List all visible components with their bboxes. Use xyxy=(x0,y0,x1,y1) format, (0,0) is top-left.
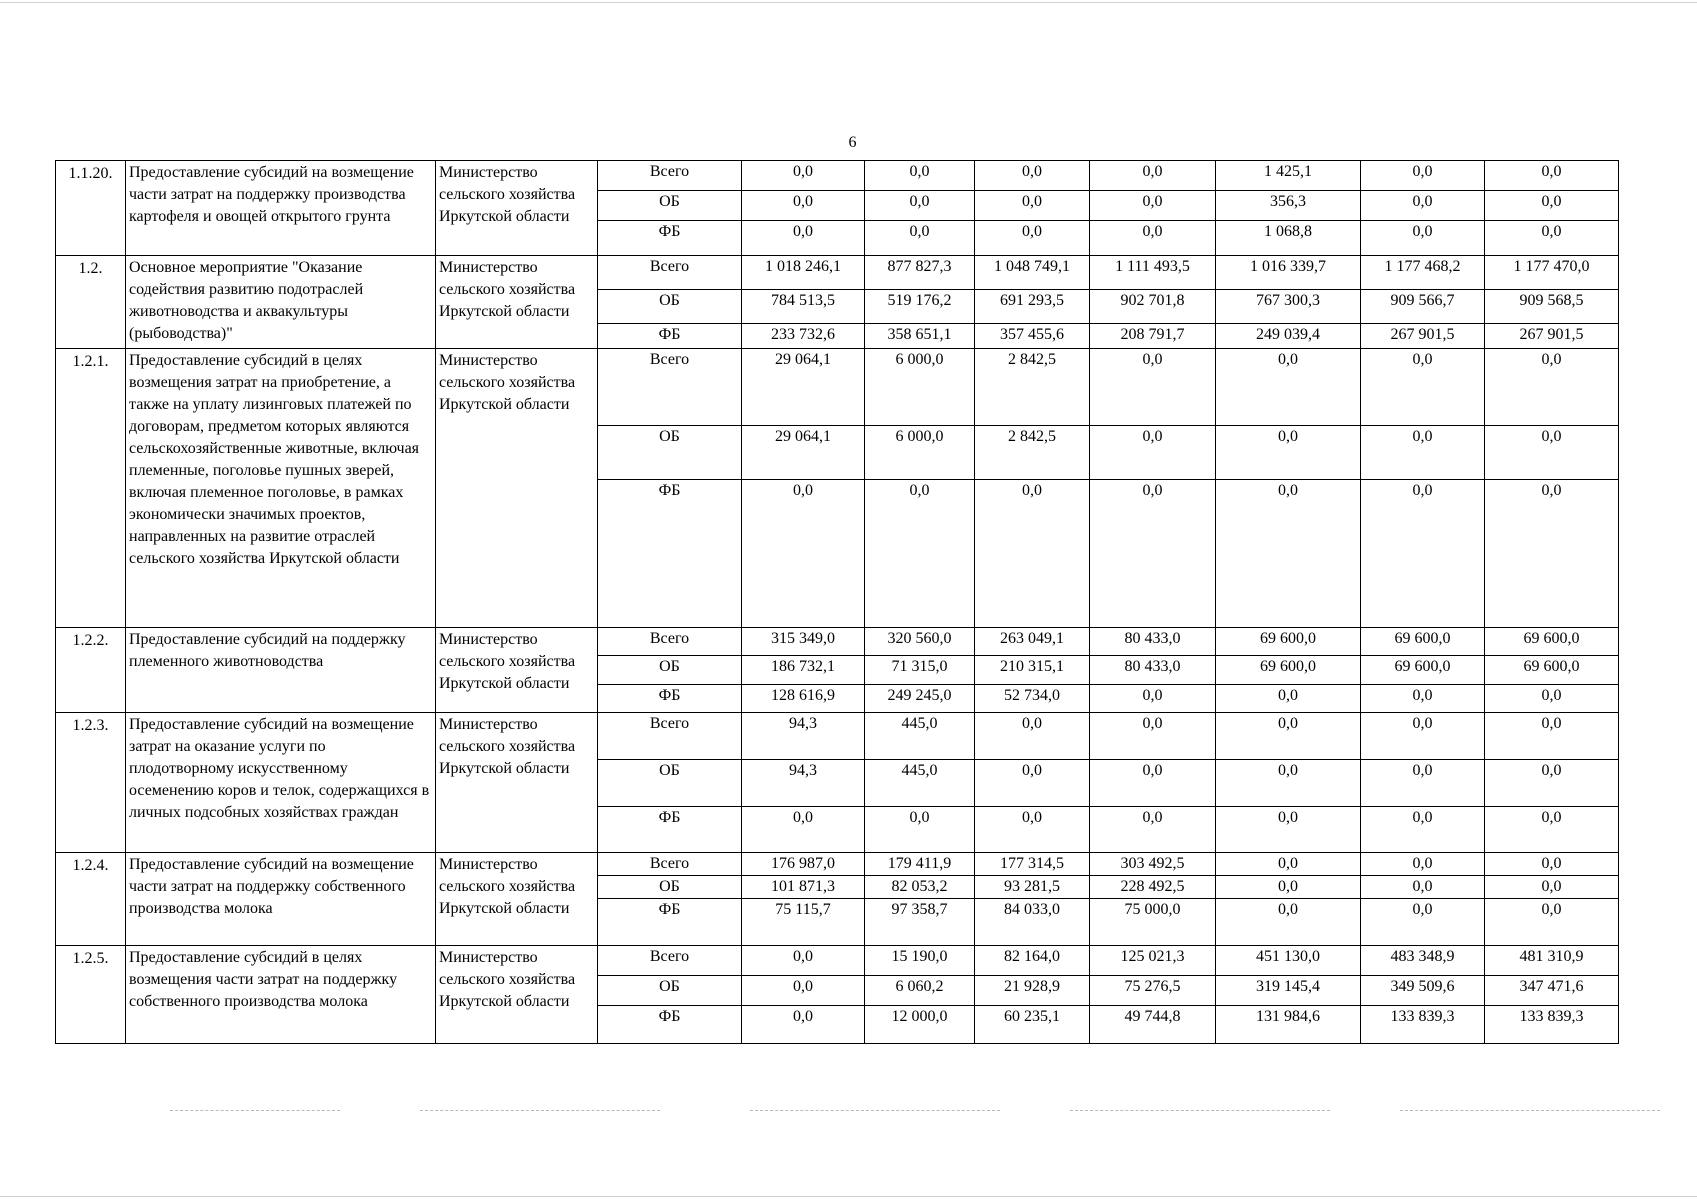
funding-source: ОБ xyxy=(598,976,742,1006)
amount-cell: 1 111 493,5 xyxy=(1090,256,1216,290)
amount-cell: 767 300,3 xyxy=(1216,290,1361,324)
amount-cell: 0,0 xyxy=(1361,161,1485,191)
item-number: 1.2.2. xyxy=(56,628,126,713)
amount-cell: 320 560,0 xyxy=(865,628,975,656)
amount-cell: 0,0 xyxy=(1216,480,1361,628)
amount-cell: 0,0 xyxy=(1485,899,1619,946)
scan-edge-top xyxy=(0,2,1697,3)
executor: Министерство сельского хозяйства Иркутской области xyxy=(436,628,598,713)
amount-cell: 0,0 xyxy=(1216,685,1361,713)
funding-source: ОБ xyxy=(598,656,742,685)
amount-cell: 0,0 xyxy=(742,1006,865,1044)
amount-cell: 0,0 xyxy=(1216,426,1361,480)
amount-cell: 82 053,2 xyxy=(865,876,975,899)
amount-cell: 0,0 xyxy=(1216,853,1361,876)
amount-cell: 210 315,1 xyxy=(975,656,1090,685)
amount-cell: 29 064,1 xyxy=(742,349,865,426)
amount-cell: 6 000,0 xyxy=(865,426,975,480)
amount-cell: 249 039,4 xyxy=(1216,324,1361,349)
amount-cell: 128 616,9 xyxy=(742,685,865,713)
amount-cell: 0,0 xyxy=(1485,685,1619,713)
funding-source: ФБ xyxy=(598,685,742,713)
executor: Министерство сельского хозяйства Иркутской области xyxy=(436,853,598,946)
amount-cell: 0,0 xyxy=(1485,349,1619,426)
amount-cell: 263 049,1 xyxy=(975,628,1090,656)
amount-cell: 0,0 xyxy=(975,760,1090,807)
amount-cell: 315 349,0 xyxy=(742,628,865,656)
amount-cell: 1 177 468,2 xyxy=(1361,256,1485,290)
amount-cell: 131 984,6 xyxy=(1216,1006,1361,1044)
funding-source: Всего xyxy=(598,628,742,656)
amount-cell: 0,0 xyxy=(975,221,1090,256)
amount-cell: 133 839,3 xyxy=(1485,1006,1619,1044)
funding-source: ОБ xyxy=(598,191,742,221)
item-name: Основное мероприятие "Оказание содействия развитию подотраслей животноводства и аквакультуры (рыбоводства)" xyxy=(126,256,436,349)
scan-edge-bottom xyxy=(0,1196,1697,1197)
amount-cell: 0,0 xyxy=(1090,191,1216,221)
amount-cell: 357 455,6 xyxy=(975,324,1090,349)
amount-cell: 519 176,2 xyxy=(865,290,975,324)
item-number: 1.2.3. xyxy=(56,713,126,853)
page-number: 6 xyxy=(848,134,857,151)
amount-cell: 0,0 xyxy=(1361,685,1485,713)
amount-cell: 208 791,7 xyxy=(1090,324,1216,349)
funding-source: ОБ xyxy=(598,290,742,324)
amount-cell: 877 827,3 xyxy=(865,256,975,290)
scan-artifact xyxy=(420,1110,660,1111)
item-name: Предоставление субсидий на возмещение затрат на оказание услуги по плодотворному искусственному осеменению коров и телок, содержащихся в личных подсобных хозяйствах граждан xyxy=(126,713,436,853)
amount-cell: 93 281,5 xyxy=(975,876,1090,899)
funding-source: ФБ xyxy=(598,480,742,628)
amount-cell: 1 177 470,0 xyxy=(1485,256,1619,290)
amount-cell: 0,0 xyxy=(1090,221,1216,256)
amount-cell: 0,0 xyxy=(1485,426,1619,480)
amount-cell: 0,0 xyxy=(975,480,1090,628)
amount-cell: 2 842,5 xyxy=(975,349,1090,426)
amount-cell: 84 033,0 xyxy=(975,899,1090,946)
amount-cell: 0,0 xyxy=(865,807,975,853)
item-name: Предоставление субсидий на возмещение части затрат на поддержку производства картофеля и овощей открытого грунта xyxy=(126,161,436,256)
amount-cell: 0,0 xyxy=(742,976,865,1006)
amount-cell: 0,0 xyxy=(865,480,975,628)
amount-cell: 0,0 xyxy=(1485,760,1619,807)
amount-cell: 69 600,0 xyxy=(1361,628,1485,656)
amount-cell: 267 901,5 xyxy=(1361,324,1485,349)
amount-cell: 15 190,0 xyxy=(865,946,975,976)
amount-cell: 0,0 xyxy=(1216,760,1361,807)
amount-cell: 29 064,1 xyxy=(742,426,865,480)
amount-cell: 179 411,9 xyxy=(865,853,975,876)
amount-cell: 69 600,0 xyxy=(1216,656,1361,685)
amount-cell: 177 314,5 xyxy=(975,853,1090,876)
amount-cell: 0,0 xyxy=(1216,713,1361,760)
amount-cell: 228 492,5 xyxy=(1090,876,1216,899)
amount-cell: 0,0 xyxy=(1485,807,1619,853)
amount-cell: 0,0 xyxy=(865,221,975,256)
executor: Министерство сельского хозяйства Иркутской области xyxy=(436,256,598,349)
amount-cell: 0,0 xyxy=(1361,876,1485,899)
amount-cell: 0,0 xyxy=(742,946,865,976)
amount-cell: 1 048 749,1 xyxy=(975,256,1090,290)
amount-cell: 2 842,5 xyxy=(975,426,1090,480)
funding-source: ОБ xyxy=(598,876,742,899)
amount-cell: 267 901,5 xyxy=(1485,324,1619,349)
amount-cell: 21 928,9 xyxy=(975,976,1090,1006)
amount-cell: 0,0 xyxy=(1216,807,1361,853)
amount-cell: 0,0 xyxy=(1485,191,1619,221)
amount-cell: 0,0 xyxy=(1485,876,1619,899)
amount-cell: 0,0 xyxy=(1361,760,1485,807)
amount-cell: 0,0 xyxy=(865,191,975,221)
amount-cell: 6 060,2 xyxy=(865,976,975,1006)
amount-cell: 0,0 xyxy=(1361,480,1485,628)
amount-cell: 0,0 xyxy=(975,713,1090,760)
amount-cell: 445,0 xyxy=(865,713,975,760)
amount-cell: 0,0 xyxy=(1361,191,1485,221)
funding-source: Всего xyxy=(598,713,742,760)
funding-source: ОБ xyxy=(598,760,742,807)
amount-cell: 1 016 339,7 xyxy=(1216,256,1361,290)
amount-cell: 133 839,3 xyxy=(1361,1006,1485,1044)
amount-cell: 75 276,5 xyxy=(1090,976,1216,1006)
funding-source: ФБ xyxy=(598,899,742,946)
amount-cell: 347 471,6 xyxy=(1485,976,1619,1006)
amount-cell: 97 358,7 xyxy=(865,899,975,946)
amount-cell: 303 492,5 xyxy=(1090,853,1216,876)
funding-source: ОБ xyxy=(598,426,742,480)
amount-cell: 0,0 xyxy=(975,191,1090,221)
amount-cell: 101 871,3 xyxy=(742,876,865,899)
amount-cell: 69 600,0 xyxy=(1361,656,1485,685)
amount-cell: 12 000,0 xyxy=(865,1006,975,1044)
amount-cell: 80 433,0 xyxy=(1090,656,1216,685)
amount-cell: 1 425,1 xyxy=(1216,161,1361,191)
funding-source: Всего xyxy=(598,946,742,976)
amount-cell: 319 145,4 xyxy=(1216,976,1361,1006)
amount-cell: 909 568,5 xyxy=(1485,290,1619,324)
table-row xyxy=(56,853,1619,876)
amount-cell: 0,0 xyxy=(1361,221,1485,256)
amount-cell: 69 600,0 xyxy=(1485,628,1619,656)
amount-cell: 0,0 xyxy=(1485,221,1619,256)
scan-artifact xyxy=(170,1110,340,1111)
amount-cell: 481 310,9 xyxy=(1485,946,1619,976)
amount-cell: 902 701,8 xyxy=(1090,290,1216,324)
amount-cell: 94,3 xyxy=(742,713,865,760)
funding-source: ФБ xyxy=(598,807,742,853)
amount-cell: 80 433,0 xyxy=(1090,628,1216,656)
item-name: Предоставление субсидий в целях возмещения части затрат на поддержку собственного производства молока xyxy=(126,946,436,1044)
amount-cell: 0,0 xyxy=(975,807,1090,853)
amount-cell: 75 115,7 xyxy=(742,899,865,946)
amount-cell: 125 021,3 xyxy=(1090,946,1216,976)
executor: Министерство сельского хозяйства Иркутской области xyxy=(436,349,598,628)
amount-cell: 52 734,0 xyxy=(975,685,1090,713)
amount-cell: 784 513,5 xyxy=(742,290,865,324)
executor: Министерство сельского хозяйства Иркутской области xyxy=(436,161,598,256)
amount-cell: 0,0 xyxy=(1090,161,1216,191)
table-row xyxy=(56,349,1619,426)
amount-cell: 0,0 xyxy=(1090,807,1216,853)
item-number: 1.2.5. xyxy=(56,946,126,1044)
table-row xyxy=(56,628,1619,656)
amount-cell: 0,0 xyxy=(1090,760,1216,807)
funding-source: Всего xyxy=(598,853,742,876)
amount-cell: 1 068,8 xyxy=(1216,221,1361,256)
amount-cell: 0,0 xyxy=(1361,853,1485,876)
amount-cell: 909 566,7 xyxy=(1361,290,1485,324)
amount-cell: 0,0 xyxy=(742,480,865,628)
amount-cell: 0,0 xyxy=(1090,480,1216,628)
amount-cell: 0,0 xyxy=(1090,426,1216,480)
amount-cell: 6 000,0 xyxy=(865,349,975,426)
amount-cell: 0,0 xyxy=(1361,349,1485,426)
amount-cell: 445,0 xyxy=(865,760,975,807)
amount-cell: 0,0 xyxy=(1361,899,1485,946)
amount-cell: 451 130,0 xyxy=(1216,946,1361,976)
amount-cell: 69 600,0 xyxy=(1216,628,1361,656)
item-number: 1.2.1. xyxy=(56,349,126,628)
amount-cell: 94,3 xyxy=(742,760,865,807)
funding-source: ФБ xyxy=(598,221,742,256)
amount-cell: 0,0 xyxy=(1090,349,1216,426)
item-name: Предоставление субсидий на возмещение части затрат на поддержку собственного производства молока xyxy=(126,853,436,946)
amount-cell: 1 018 246,1 xyxy=(742,256,865,290)
amount-cell: 75 000,0 xyxy=(1090,899,1216,946)
item-number: 1.2. xyxy=(56,256,126,349)
amount-cell: 0,0 xyxy=(742,807,865,853)
table-row xyxy=(56,713,1619,760)
amount-cell: 71 315,0 xyxy=(865,656,975,685)
amount-cell: 186 732,1 xyxy=(742,656,865,685)
amount-cell: 0,0 xyxy=(742,161,865,191)
table-row xyxy=(56,946,1619,976)
item-number: 1.2.4. xyxy=(56,853,126,946)
funding-source: ФБ xyxy=(598,1006,742,1044)
amount-cell: 349 509,6 xyxy=(1361,976,1485,1006)
funding-source: Всего xyxy=(598,161,742,191)
amount-cell: 0,0 xyxy=(1090,685,1216,713)
amount-cell: 0,0 xyxy=(1361,713,1485,760)
amount-cell: 356,3 xyxy=(1216,191,1361,221)
item-number: 1.1.20. xyxy=(56,161,126,256)
amount-cell: 0,0 xyxy=(1361,426,1485,480)
amount-cell: 0,0 xyxy=(742,221,865,256)
funding-source: Всего xyxy=(598,349,742,426)
item-name: Предоставление субсидий в целях возмещения затрат на приобретение, а также на уплату лизинговых платежей по договорам, предметом которых являются сельскохозяйственные животные, включая племенные, поголовье пушных зверей, включая племенное поголовье, в рамках экономически значимых проектов, направленных на развитие отраслей сельского хозяйства Иркутской области xyxy=(126,349,436,628)
amount-cell: 0,0 xyxy=(1485,713,1619,760)
table-row xyxy=(56,161,1619,191)
amount-cell: 49 744,8 xyxy=(1090,1006,1216,1044)
amount-cell: 0,0 xyxy=(742,191,865,221)
amount-cell: 0,0 xyxy=(1361,807,1485,853)
amount-cell: 0,0 xyxy=(1485,480,1619,628)
funding-source: Всего xyxy=(598,256,742,290)
amount-cell: 358 651,1 xyxy=(865,324,975,349)
amount-cell: 0,0 xyxy=(1485,161,1619,191)
scan-artifact xyxy=(750,1110,1000,1111)
amount-cell: 0,0 xyxy=(865,161,975,191)
scan-artifact xyxy=(1070,1110,1330,1111)
executor: Министерство сельского хозяйства Иркутской области xyxy=(436,713,598,853)
amount-cell: 0,0 xyxy=(1485,853,1619,876)
amount-cell: 249 245,0 xyxy=(865,685,975,713)
amount-cell: 483 348,9 xyxy=(1361,946,1485,976)
item-name: Предоставление субсидий на поддержку племенного животноводства xyxy=(126,628,436,713)
amount-cell: 82 164,0 xyxy=(975,946,1090,976)
amount-cell: 0,0 xyxy=(1090,713,1216,760)
amount-cell: 691 293,5 xyxy=(975,290,1090,324)
amount-cell: 0,0 xyxy=(975,161,1090,191)
amount-cell: 0,0 xyxy=(1216,899,1361,946)
amount-cell: 176 987,0 xyxy=(742,853,865,876)
funding-source: ФБ xyxy=(598,324,742,349)
executor: Министерство сельского хозяйства Иркутской области xyxy=(436,946,598,1044)
amount-cell: 60 235,1 xyxy=(975,1006,1090,1044)
amount-cell: 0,0 xyxy=(1216,349,1361,426)
program-table xyxy=(55,160,1619,1044)
amount-cell: 69 600,0 xyxy=(1485,656,1619,685)
table-row xyxy=(56,256,1619,290)
amount-cell: 0,0 xyxy=(1216,876,1361,899)
scan-artifact xyxy=(1400,1110,1660,1111)
amount-cell: 233 732,6 xyxy=(742,324,865,349)
